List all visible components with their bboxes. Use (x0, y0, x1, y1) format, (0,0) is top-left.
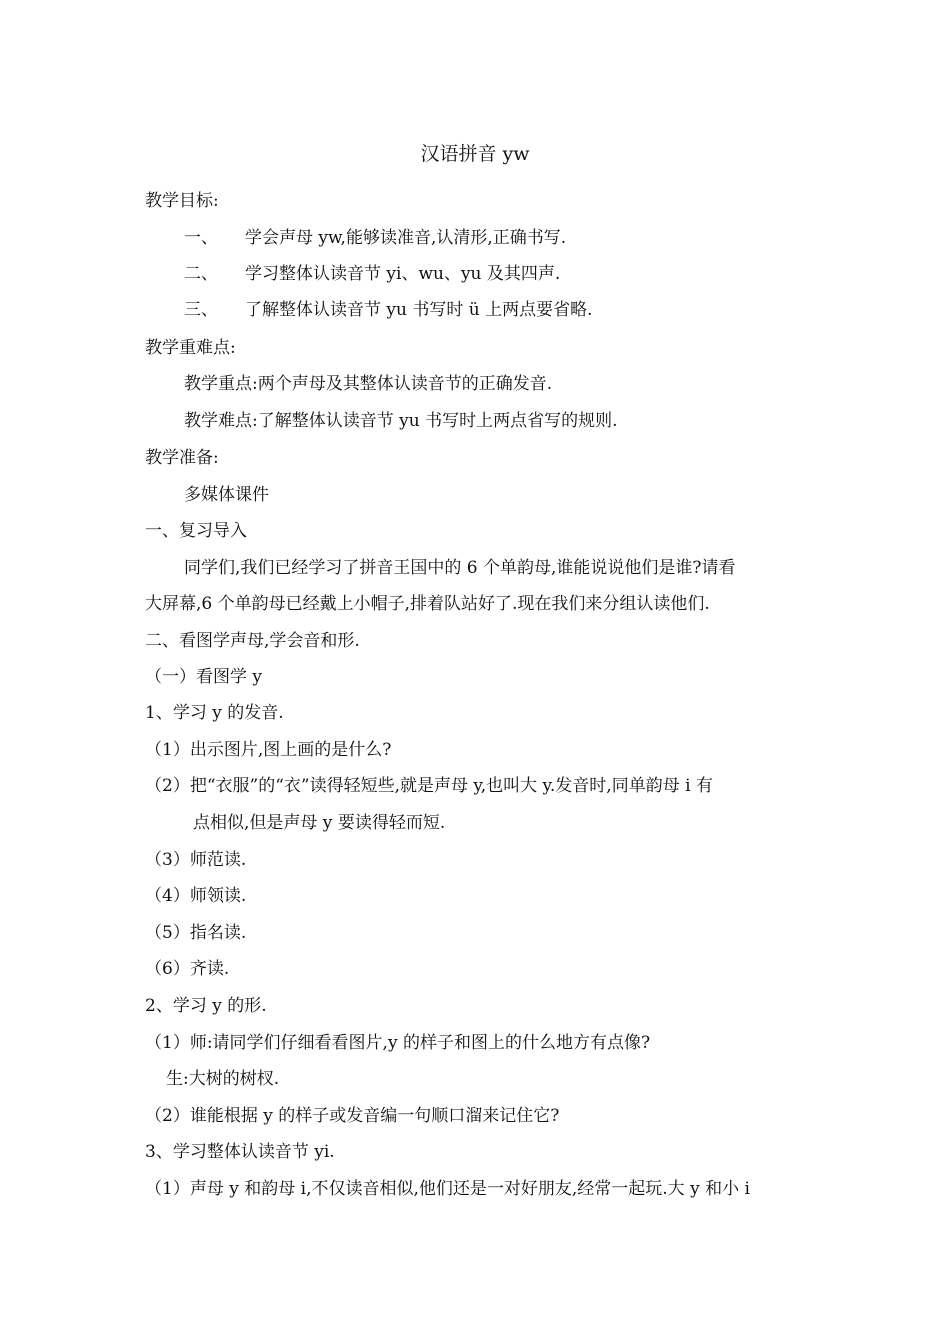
paragraph-line: 同学们,我们已经学习了拼音王国中的 6 个单韵母,谁能说说他们是谁?请看 (184, 558, 736, 578)
key-point: 教学重点:两个声母及其整体认读音节的正确发音. (184, 374, 553, 394)
objective-number: 一、 (184, 228, 218, 248)
list-item: （4）师领读. (145, 886, 247, 906)
objective-number: 三、 (184, 300, 218, 320)
objectives-heading: 教学目标: (145, 191, 219, 211)
objective-item (184, 262, 560, 286)
list-item: （2）谁能根据 y 的样子或发音编一句顺口溜来记住它? (145, 1106, 560, 1126)
step-heading: 2、学习 y 的形. (145, 996, 267, 1016)
preparation-text: 多媒体课件 (184, 485, 269, 505)
objective-text: 学会声母 yw,能够读准音,认清形,正确书写. (245, 228, 567, 248)
objective-number: 二、 (184, 264, 218, 284)
objective-item (184, 298, 593, 322)
subsection-heading: （一）看图学 y (145, 667, 263, 687)
section-heading: 二、看图学声母,学会音和形. (145, 631, 360, 651)
list-item: （5）指名读. (145, 923, 247, 943)
difficult-point: 教学难点:了解整体认读音节 yu 书写时上两点省写的规则. (184, 411, 618, 431)
paragraph-line: 大屏幕,6 个单韵母已经戴上小帽子,排着队站好了.现在我们来分组认读他们. (145, 594, 710, 614)
list-item-answer: 生:大树的树杈. (166, 1069, 280, 1089)
preparation-heading: 教学准备: (145, 448, 219, 468)
key-points-heading: 教学重难点: (145, 338, 236, 358)
list-item: （1）出示图片,图上画的是什么? (145, 740, 392, 760)
objective-text: 了解整体认读音节 yu 书写时 ü 上两点要省略. (245, 300, 593, 320)
list-item: （2）把“衣服”的“衣”读得轻短些,就是声母 y,也叫大 y.发音时,同单韵母 i 有 (145, 776, 713, 796)
document-title: 汉语拼音 yw (420, 143, 530, 165)
objective-text: 学习整体认读音节 yi、wu、yu 及其四声. (245, 264, 561, 284)
objective-item (184, 226, 566, 250)
list-item: （1）师:请同学们仔细看看图片,y 的样子和图上的什么地方有点像? (145, 1033, 651, 1053)
step-heading: 3、学习整体认读音节 yi. (145, 1142, 335, 1162)
list-item: （3）师范读. (145, 850, 247, 870)
list-item: （6）齐读. (145, 959, 230, 979)
list-item-continuation: 点相似,但是声母 y 要读得轻而短. (193, 813, 446, 833)
step-heading: 1、学习 y 的发音. (145, 703, 284, 723)
list-item: （1）声母 y 和韵母 i,不仅读音相似,他们还是一对好朋友,经常一起玩.大 y 和小 i (145, 1179, 750, 1199)
section-heading: 一、复习导入 (145, 521, 247, 541)
